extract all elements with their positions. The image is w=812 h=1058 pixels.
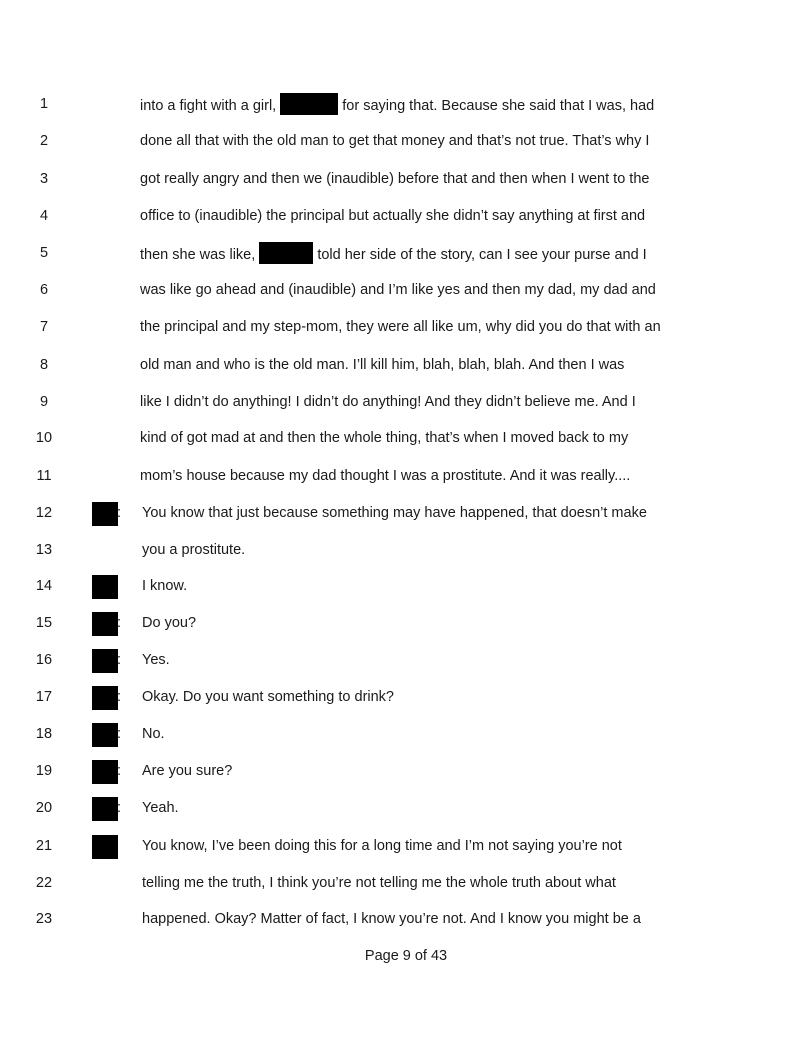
line-text: old man and who is the old man. I’ll kill him, blah, blah, blah. And then I was: [140, 357, 625, 373]
line-number: 6: [39, 282, 49, 298]
transcript-line: [0, 502, 812, 524]
transcript-line: [0, 130, 812, 152]
line-number: 15: [35, 615, 53, 631]
speaker-redaction-block: [92, 649, 118, 673]
speaker-redaction-block: [92, 723, 118, 747]
line-number: 11: [36, 468, 52, 484]
line-number: 18: [35, 726, 53, 742]
line-number: 22: [35, 875, 53, 891]
line-text: Yeah.: [142, 800, 179, 816]
line-text: mom’s house because my dad thought I was a prostitute. And it was really....: [140, 468, 631, 484]
line-text: telling me the truth, I think you’re not telling me the whole truth about what: [142, 875, 616, 891]
line-text: the principal and my step-mom, they were all like um, why did you do that with an: [140, 319, 661, 335]
page-footer: [0, 945, 812, 967]
speaker-colon: :: [117, 689, 122, 705]
line-text: got really angry and then we (inaudible) before that and then when I went to the: [140, 171, 650, 187]
line-text: You know, I’ve been doing this for a long time and I’m not saying you’re not: [142, 838, 622, 854]
line-number: 1: [39, 96, 49, 112]
line-number: 19: [35, 763, 53, 779]
speaker-colon: :: [117, 763, 122, 779]
speaker-redaction-block: [92, 760, 118, 784]
line-number: 21: [35, 838, 53, 854]
transcript-line: [0, 93, 812, 115]
transcript-line: [0, 279, 812, 301]
transcript-line: [0, 686, 812, 708]
transcript-line: [0, 612, 812, 634]
redaction-block: [259, 242, 313, 264]
line-text: Are you sure?: [142, 763, 233, 779]
speaker-label: [92, 649, 126, 671]
speaker-redaction-block: [92, 575, 118, 599]
speaker-colon: :: [117, 800, 122, 816]
speaker-redaction-block: [92, 835, 118, 859]
line-number: 12: [35, 505, 53, 521]
speaker-colon: :: [117, 652, 122, 668]
line-number: 3: [39, 171, 49, 187]
transcript-line: [0, 427, 812, 449]
speaker-redaction-block: [92, 612, 118, 636]
line-text-after-redaction: for saying that. Because she said that I was, had: [338, 98, 655, 114]
line-number: 20: [35, 800, 53, 816]
line-number: 10: [35, 430, 53, 446]
speaker-label: [92, 612, 126, 634]
transcript-line: [0, 760, 812, 782]
speaker-redaction-block: [92, 502, 118, 526]
line-number: 16: [35, 652, 53, 668]
speaker-label: [92, 723, 126, 745]
line-text: You know that just because something may have happened, that doesn’t make: [142, 505, 647, 521]
speaker-colon: :: [117, 726, 122, 742]
speaker-label: [92, 797, 126, 819]
transcript-line: [0, 797, 812, 819]
speaker-label: [92, 835, 126, 857]
line-text: Yes.: [142, 652, 170, 668]
line-text: No.: [142, 726, 165, 742]
speaker-label: [92, 760, 126, 782]
line-text: Okay. Do you want something to drink?: [142, 689, 394, 705]
line-text: office to (inaudible) the principal but actually she didn’t say anything at first and: [140, 208, 646, 224]
speaker-colon: :: [117, 615, 122, 631]
line-text: like I didn’t do anything! I didn’t do anything! And they didn’t believe me. And I: [140, 394, 636, 410]
transcript-line: [0, 649, 812, 671]
page-label: Page: [364, 948, 399, 964]
line-text: you a prostitute.: [142, 542, 246, 558]
transcript-line: [0, 835, 812, 857]
line-text: Do you?: [142, 615, 197, 631]
transcript-line: [0, 872, 812, 894]
line-number: 8: [39, 357, 49, 373]
transcript-line: [0, 723, 812, 745]
line-number: 13: [35, 542, 53, 558]
transcript-line: [0, 539, 812, 561]
line-text-after-redaction: told her side of the story, can I see your purse and I: [313, 247, 647, 263]
line-number: 4: [39, 208, 49, 224]
transcript-line: [0, 242, 812, 264]
transcript-line: [0, 465, 812, 487]
speaker-label: [92, 575, 126, 597]
page-of: of: [414, 948, 427, 964]
line-number: 9: [39, 394, 49, 410]
line-number: 14: [35, 578, 53, 594]
line-text: was like go ahead and (inaudible) and I’m like yes and then my dad, my dad and: [140, 282, 656, 298]
line-text-before-redaction: then she was like,: [140, 247, 260, 263]
line-text: done all that with the old man to get that money and that’s not true. That’s why I: [140, 133, 650, 149]
page-current: 9: [402, 948, 411, 964]
line-text: kind of got mad at and then the whole thing, that’s when I moved back to my: [140, 430, 629, 446]
line-number: 23: [35, 911, 53, 927]
speaker-colon: :: [117, 505, 122, 521]
line-text: happened. Okay? Matter of fact, I know you’re not. And I know you might be a: [142, 911, 641, 927]
speaker-label: [92, 502, 126, 524]
transcript-line: [0, 354, 812, 376]
line-text: [140, 93, 740, 117]
redaction-block: [280, 93, 338, 115]
line-text: I know.: [142, 578, 188, 594]
transcript-line: [0, 168, 812, 190]
speaker-label: [92, 686, 126, 708]
line-number: 5: [39, 245, 49, 261]
line-text-before-redaction: into a fight with a girl,: [140, 98, 281, 114]
line-number: 7: [39, 319, 49, 335]
speaker-redaction-block: [92, 686, 118, 710]
line-number: 17: [35, 689, 53, 705]
speaker-redaction-block: [92, 797, 118, 821]
transcript-line: [0, 391, 812, 413]
transcript-line: [0, 908, 812, 930]
line-text: [140, 242, 740, 266]
transcript-line: [0, 575, 812, 597]
transcript-line: [0, 205, 812, 227]
transcript-line: [0, 316, 812, 338]
page-total: 43: [430, 948, 448, 964]
line-number: 2: [39, 133, 49, 149]
